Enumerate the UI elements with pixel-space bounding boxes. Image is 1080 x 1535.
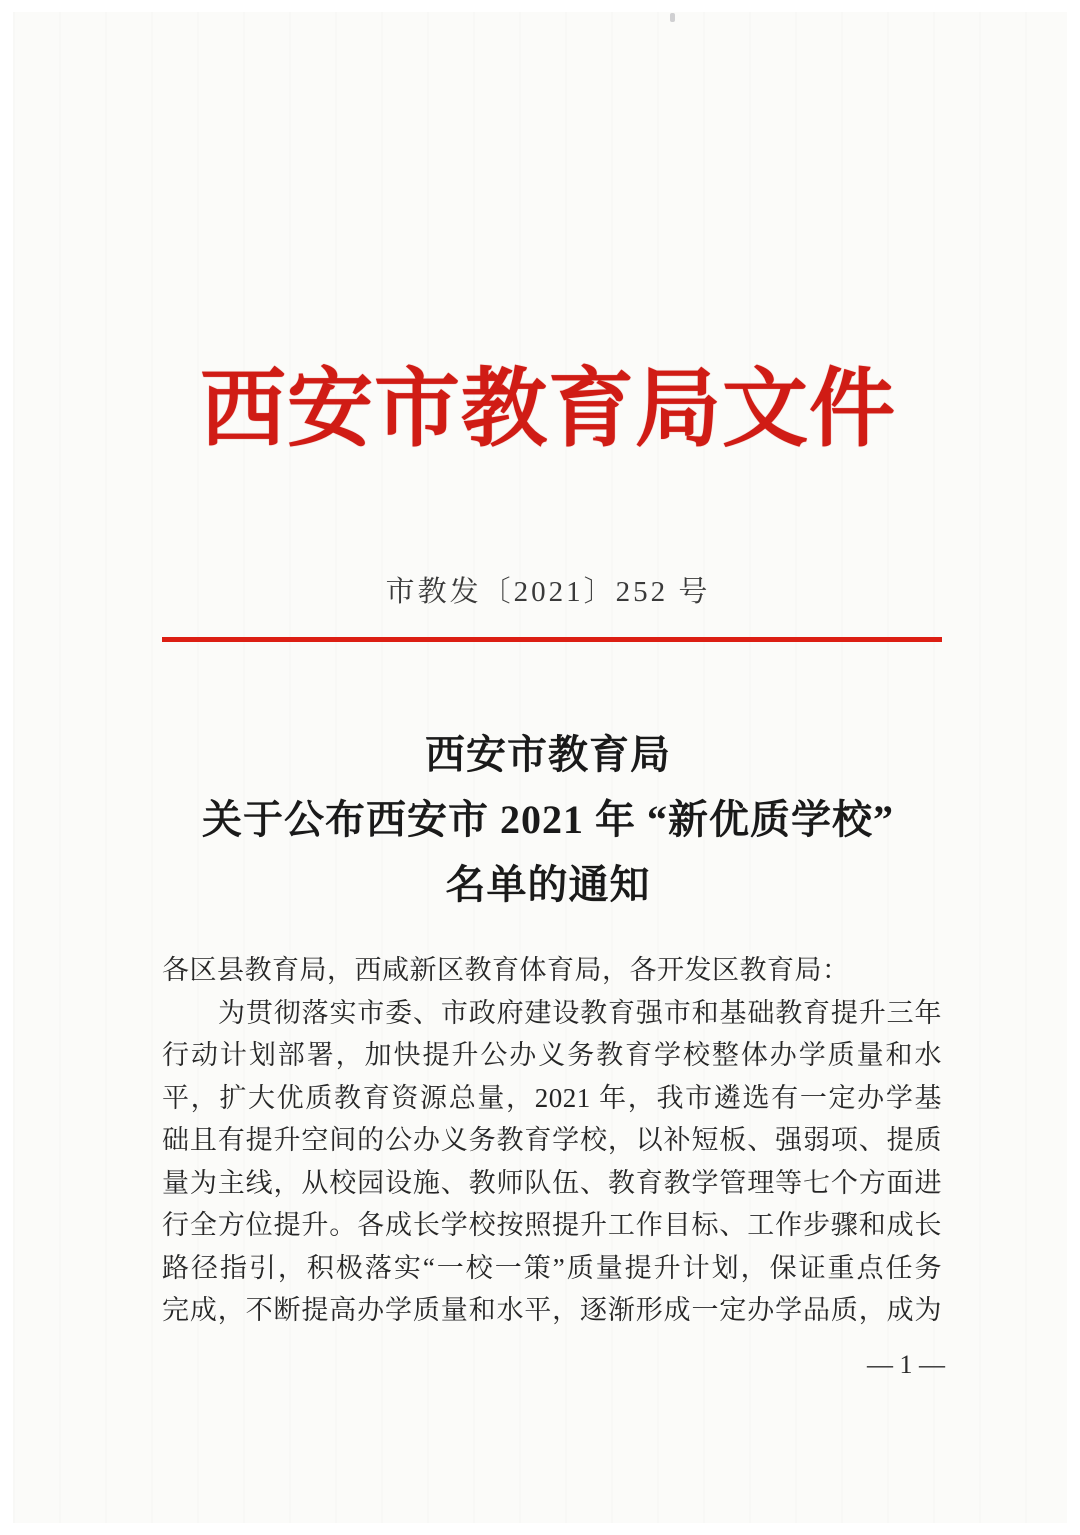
body-line: 行全方位提升。各成长学校按照提升工作目标、工作步骤和成长 [162, 1210, 942, 1240]
document-number: 市教发〔2021〕252 号 [385, 576, 711, 608]
body-line: 路径指引，积极落实“一校一策”质量提升计划，保证重点任务 [162, 1252, 942, 1283]
red-header-title: 西安市教育局文件 [200, 361, 896, 457]
title-line-1: 西安市教育局 [425, 732, 671, 777]
salutation-line: 各区县教育局，西咸新区教育体育局，各开发区教育局： [162, 955, 850, 985]
body-line: 完成，不断提高办学质量和水平，逐渐形成一定办学品质，成为 [162, 1295, 942, 1325]
body-line: 行动计划部署，加快提升公办义务教育学校整体办学质量和水 [162, 1040, 942, 1070]
body-paragraph [162, 949, 942, 1332]
body-line: 平，扩大优质教育资源总量，2021 年，我市遴选有一定办学基 [162, 1082, 942, 1113]
body-line: 础且有提升空间的公办义务教育学校，以补短板、强弱项、提质 [162, 1125, 942, 1155]
red-separator-line [162, 637, 942, 642]
document-title [16, 722, 1080, 917]
title-line-3: 名单的通知 [445, 862, 651, 907]
body-line: 为贯彻落实市委、市政府建设教育强市和基础教育提升三年 [218, 997, 942, 1028]
page-number: — 1 — [867, 1350, 945, 1379]
title-line-2: 关于公布西安市 2021 年 “新优质学校” [202, 797, 894, 842]
body-line: 量为主线，从校园设施、教师队伍、教育教学管理等七个方面进 [162, 1167, 942, 1198]
scan-artifact-speck [670, 13, 675, 22]
